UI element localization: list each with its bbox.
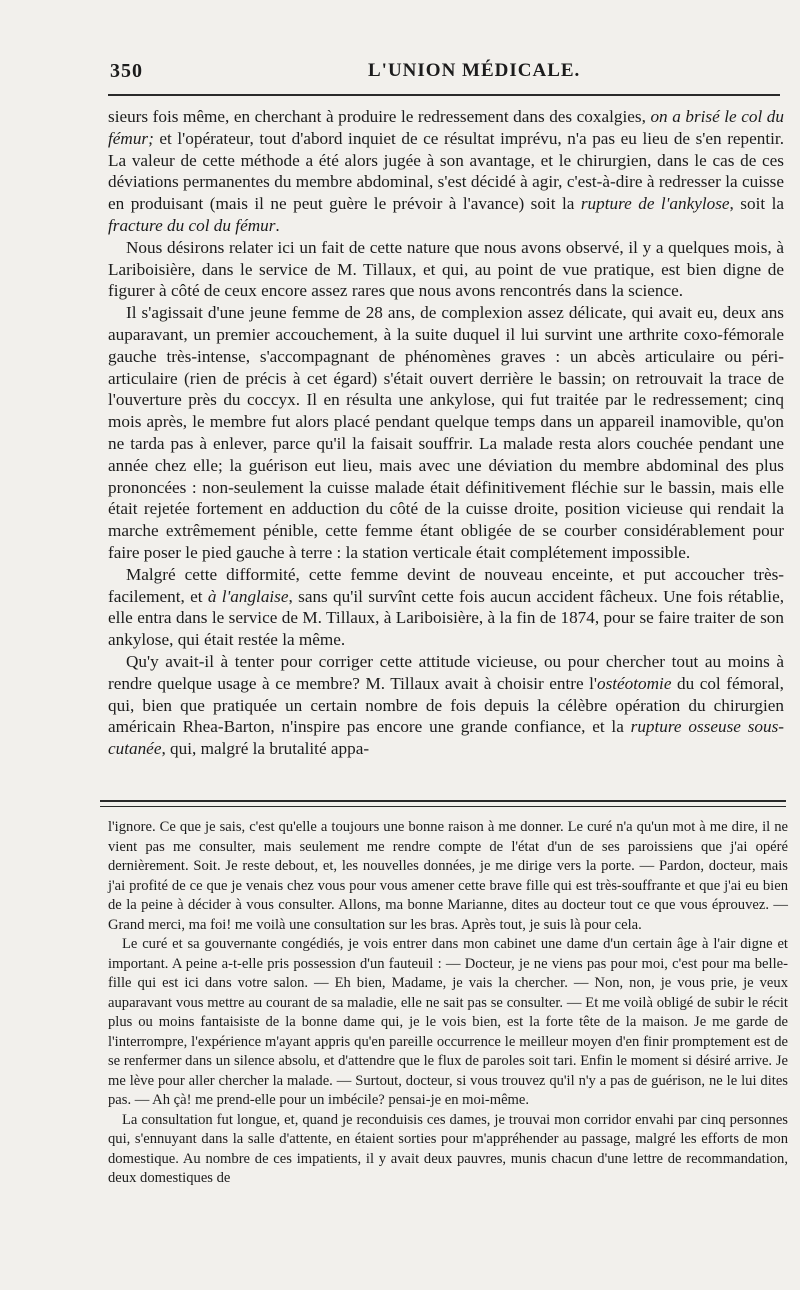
paragraph-1: sieurs fois même, en cherchant à produire le redressement dans des coxalgies, on a brisé le col du fémur; et l'opérateur, tout d'abord inquiet de ce résultat imprévu, n'a pas eu lieu de s'en repentir. La valeur de cette méthode a été alors jugée à son avantage, et le chirurgien, dans le cas de ces déviations permanentes du membre abdominal, s'est décidé à agir, c'est-à-dire à redresser la cuisse en produisant (mais il ne peut guère le prévoir à l'avance) soit la rupture de l'ankylose, soit la fracture du col du fémur. bbox=[108, 107, 784, 235]
page-header bbox=[110, 60, 780, 90]
feuilleton-rule-thin bbox=[100, 806, 786, 807]
article-body bbox=[108, 106, 784, 760]
feuilleton-paragraph-3: La consultation fut longue, et, quand je reconduisis ces dames, je trouvai mon corridor envahi par cinq personnes qui, s'ennuyant dans la salle d'attente, en étaient sorties pour m'appréhender au passage, malgré les efforts de mon domestique. Au nombre de ces impatients, il y avait deux pauvres, munis chacun d'une lettre de recommandation, deux domestiques de bbox=[108, 1111, 788, 1186]
paragraph-2: Nous désirons relater ici un fait de cette nature que nous avons observé, il y a quelques mois, à Lariboisière, dans le service de M. Tillaux, et qui, au point de vue pratique, est bien digne de figurer à côté de ceux encore assez rares que nous avons rencontrés dans la science. bbox=[108, 237, 784, 301]
page-number: 350 bbox=[110, 60, 143, 82]
feuilleton-body bbox=[108, 818, 788, 1189]
running-title: L'UNION MÉDICALE. bbox=[368, 60, 581, 81]
header-rule bbox=[108, 94, 780, 96]
paragraph-3: Il s'agissait d'une jeune femme de 28 ans, de complexion assez délicate, qui avait eu, deux ans auparavant, un premier accouchement, à la suite duquel il lui survint une arthrite coxo-fémorale gauche très-intense, s'accompagnant de phénomènes graves : un abcès articulaire ou péri-articulaire (rien de précis à cet égard) s'était ouvert derrière le bassin; on retrouvait la trace de l'ouverture près du coccyx. Il en résulta une ankylose, qui fut traitée par le redressement; cinq mois après, le membre fut alors placé pendant quelque temps dans un appareil inamovible, qu'on ne tarda pas à enlever, parce qu'il la faisait souffrir. La malade resta alors couchée pendant une année chez elle; la guérison eut lieu, mais avec une déviation du membre abdominal des plus prononcées : non-seulement la cuisse malade était définitivement fléchie sur le bassin, mais elle était rejetée fortement en adduction du côté de la cuisse droite, position vicieuse qui rendait la marche extrêmement pénible, cette femme étant obligée de se courber considérablement pour faire poser le pied gauche à terre : la station verticale était complétement impossible. bbox=[108, 303, 784, 562]
feuilleton-paragraph-2: Le curé et sa gouvernante congédiés, je vois entrer dans mon cabinet une dame d'un certain âge à l'air digne et important. A peine a-t-elle pris possession d'un fauteuil : — Docteur, je ne viens pas pour moi, c'est pour ma belle-fille qui est ici dans votre salon. — Eh bien, Madame, je vais la chercher. — Non, non, je vous prie, je veux auparavant vous mettre au courant de sa maladie, elle ne sait pas se consulter. — Et me voilà obligé de subir le récit plus ou moins fantaisiste de la bonne dame qui, je le vois bien, est la forte tête de la maison. Je me garde de l'interrompre, l'expérience m'ayant appris qu'en pareille occurrence le meilleur moyen d'en finir promptement est de se renfermer dans un silence absolu, et d'attendre que le flux de paroles soit tari. Enfin le moment si désiré arrive. Je me lève pour aller chercher la malade. — Surtout, docteur, si vous trouvez qu'il n'y a pas de guérison, ne le lui dites pas. — Ah çà! me prend-elle pour un imbécile? pensai-je en moi-même. bbox=[108, 936, 788, 1108]
feuilleton-paragraph-1: l'ignore. Ce que je sais, c'est qu'elle a toujours une bonne raison à me donner. Le curé n'a qu'un mot à me dire, il ne vient pas me consulter, mais seulement me rendre compte de l'état d'un de ses paroissiens que j'ai opéré dernièrement. Soit. Je reste debout, et, les nouvelles données, je me dirige vers la porte. — Pardon, docteur, mais j'ai profité de ce que je venais chez vous pour vous amener cette brave fille qui est très-souffrante et que j'ai eu bien de la peine à décider à vous consulter. Allons, ma bonne Marianne, dites au docteur tout ce que vous éprouvez. —Grand merci, ma foi! me voilà une consultation sur les bras. Après tout, je suis là pour cela. bbox=[108, 819, 788, 933]
feuilleton-rule-thick bbox=[100, 800, 786, 802]
paragraph-4: Malgré cette difformité, cette femme devint de nouveau enceinte, et put accoucher très-facilement, et à l'anglaise, sans qu'il survînt cette fois aucun accident fâcheux. Une fois rétablie, elle entra dans le service de M. Tillaux, à Lariboisière, à la fin de 1874, pour se faire traiter de son ankylose, qui était restée la même. bbox=[108, 564, 785, 650]
paragraph-5: Qu'y avait-il à tenter pour corriger cette attitude vicieuse, ou pour chercher tout au moins à rendre quelque usage à ce membre? M. Tillaux avait à choisir entre l'ostéotomie du col fémoral, qui, bien que pratiquée un certain nombre de fois depuis la célèbre opération du chirurgien américain Rhea-Barton, n'inspire pas encore une grande confiance, et la rupture osseuse sous-cutanée, qui, malgré la brutalité appa- bbox=[108, 651, 784, 759]
